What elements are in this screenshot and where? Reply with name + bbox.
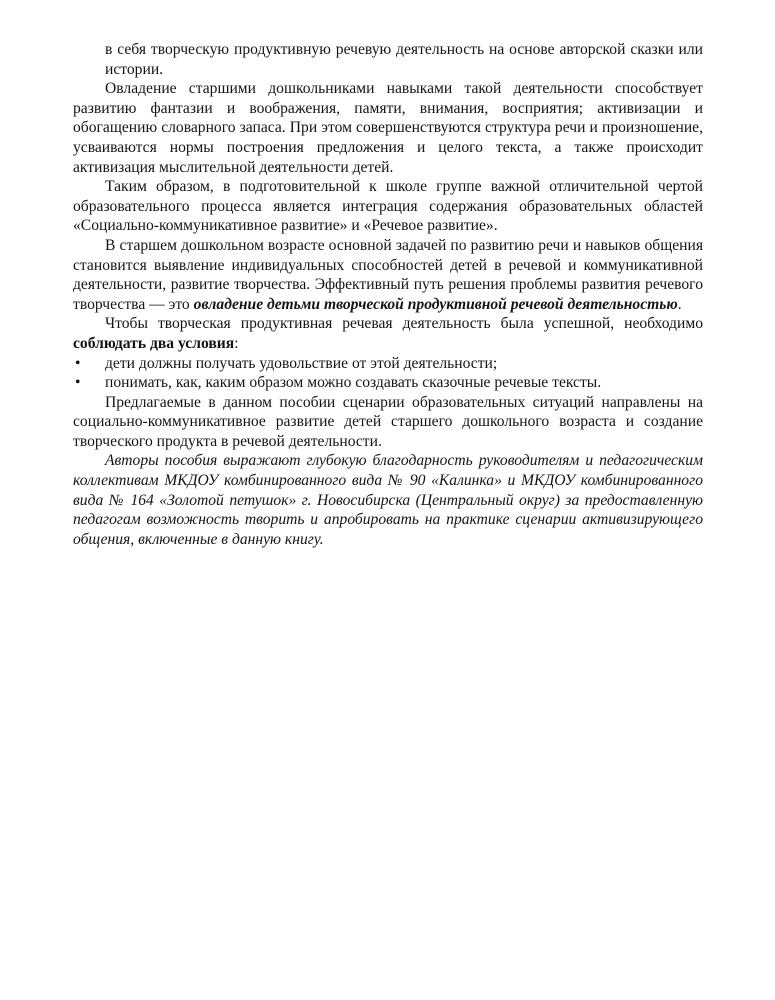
paragraph-speech-creativity-end: . [677, 295, 682, 313]
bullet-icon: • [75, 354, 81, 372]
paragraph-integration: Таким образом, в подготовительной к школе группе важной отличительной чертой образовательного процесса является интеграция содержания образовательных областей «Социально-коммуникативное развитие» и «Речевое развитие». [73, 178, 703, 235]
paragraph-speech-creativity [73, 236, 703, 314]
paragraph-conditions-end: : [234, 334, 239, 352]
paragraph-scenarios: Предлагаемые в данном пособии сценарии образовательных ситуаций направлены на социально-коммуникативное развитие детей старшего дошкольного возраста и создание творческого продукта в речевой деятельности. [73, 393, 703, 450]
bold-text: соблюдать два условия [73, 334, 235, 352]
paragraph-conditions-text: Чтобы творческая продуктивная речевая деятельность была успешной, необходимо [105, 315, 703, 333]
bullet-icon: • [75, 374, 81, 392]
paragraph-acknowledgements: Авторы пособия выражают глубокую благодарность руководителям и педагогическим коллективам МКДОУ комбинированного вида № 90 «Калинка» и МКДОУ комбинированного вида № 164 «Золотой петушок» г. Новосибирска (Центральный округ) за предоставленную педагогам возможность творить и апробировать на практике сценарии активизирующего общения, включенные в данную книгу. [73, 452, 703, 548]
paragraph-conditions [73, 314, 703, 353]
list-item-text: дети должны получать удовольствие от этой деятельности; [105, 354, 498, 372]
list-item-text: понимать, как, каким образом можно создавать сказочные речевые тексты. [105, 374, 602, 392]
list-item [73, 354, 703, 374]
conditions-list [73, 354, 703, 393]
document-page [73, 40, 703, 549]
paragraph-continuation: в себя творческую продуктивную речевую деятельность на основе авторской сказки или истории. [105, 41, 703, 78]
paragraph-skills: Овладение старшими дошкольниками навыками такой деятельности способствует развитию фантазии и воображения, памяти, внимания, восприятия; активизации и обогащению словарного запаса. При этом совершенствуются структура речи и произношение, усваиваются нормы построения предложения и целого текста, а также происходит активизация мыслительной деятельности детей. [73, 80, 703, 176]
list-item [73, 373, 703, 393]
paragraph-speech-creativity-text: В старшем дошкольном возрасте основной задачей по развитию речи и навыков общения становится выявление индивидуальных способностей детей в речевой и коммуникативной деятельности, развитие творчества. Эффективный путь решения проблемы развития речевого творчества — это [73, 236, 703, 313]
emphasis-text: овладение детьми творческой продуктивной речевой деятельностью [193, 295, 678, 313]
